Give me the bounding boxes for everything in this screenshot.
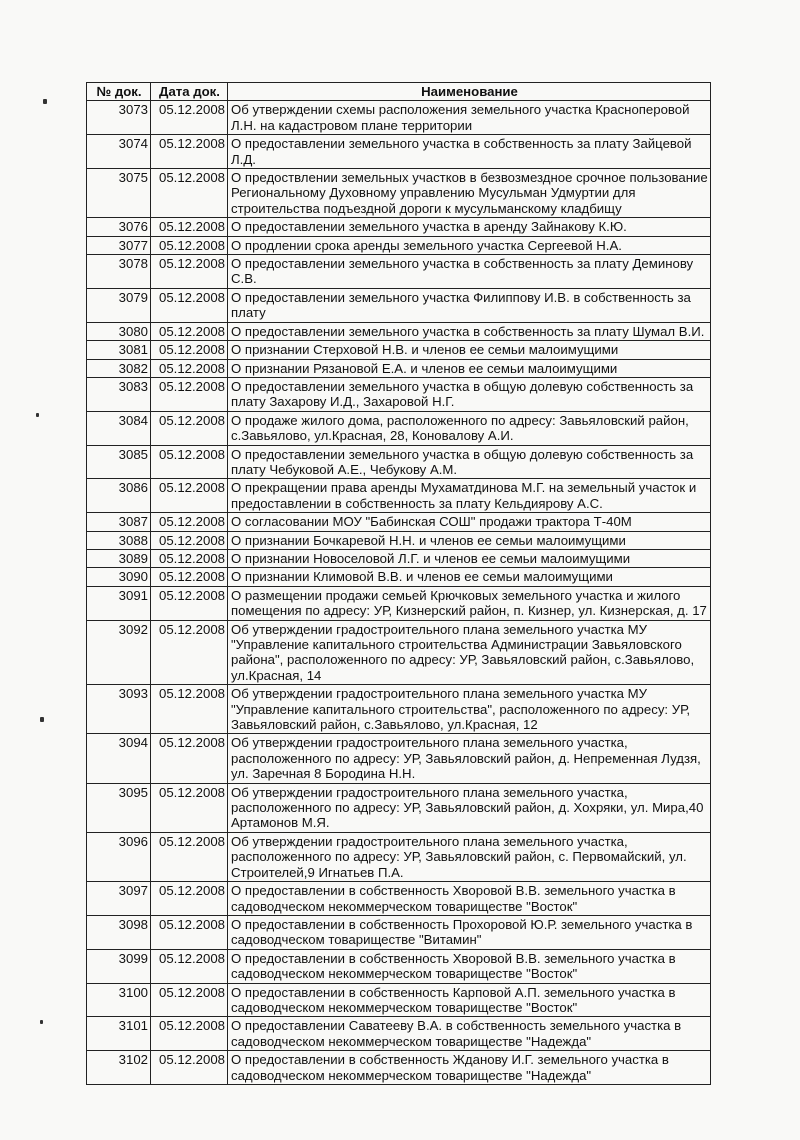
doc-number-cell: 3101 bbox=[87, 1017, 151, 1051]
table-row bbox=[87, 341, 711, 359]
doc-name-cell: Об утверждении градостроительного плана земельного участка, расположенного по адресу: УР, Завьяловский район, д. Хохряки, ул. Мира,40 Артамонов М.Я. bbox=[228, 783, 711, 832]
doc-date-cell: 05.12.2008 bbox=[151, 620, 228, 685]
doc-number-cell: 3076 bbox=[87, 218, 151, 236]
doc-date-cell: 05.12.2008 bbox=[151, 341, 228, 359]
table-row bbox=[87, 1051, 711, 1085]
table-row bbox=[87, 568, 711, 586]
doc-date-cell: 05.12.2008 bbox=[151, 1017, 228, 1051]
table-row bbox=[87, 620, 711, 685]
doc-number-cell: 3092 bbox=[87, 620, 151, 685]
doc-name-cell: О признании Рязановой Е.А. и членов ее семьи малоимущими bbox=[228, 359, 711, 377]
doc-date-cell: 05.12.2008 bbox=[151, 513, 228, 531]
doc-number-cell: 3099 bbox=[87, 949, 151, 983]
table-row bbox=[87, 218, 711, 236]
table-row bbox=[87, 135, 711, 169]
doc-name-cell: О предоставлении земельного участка в собственность за плату Шумал В.И. bbox=[228, 322, 711, 340]
scan-speck bbox=[36, 413, 39, 417]
doc-number-cell: 3082 bbox=[87, 359, 151, 377]
table-row bbox=[87, 445, 711, 479]
table-row bbox=[87, 101, 711, 135]
doc-date-cell: 05.12.2008 bbox=[151, 377, 228, 411]
doc-number-cell: 3081 bbox=[87, 341, 151, 359]
doc-number-cell: 3095 bbox=[87, 783, 151, 832]
doc-name-cell: Об утверждении градостроительного плана земельного участка, расположенного по адресу: УР, Завьяловский район, с. Первомайский, ул. Строителей,9 Игнатьев П.А. bbox=[228, 832, 711, 881]
header-name: Наименование bbox=[228, 83, 711, 101]
doc-number-cell: 3084 bbox=[87, 411, 151, 445]
doc-date-cell: 05.12.2008 bbox=[151, 169, 228, 218]
doc-number-cell: 3091 bbox=[87, 586, 151, 620]
doc-date-cell: 05.12.2008 bbox=[151, 549, 228, 567]
table-row bbox=[87, 531, 711, 549]
doc-number-cell: 3089 bbox=[87, 549, 151, 567]
doc-number-cell: 3097 bbox=[87, 882, 151, 916]
table-header-row bbox=[87, 83, 711, 101]
doc-number-cell: 3074 bbox=[87, 135, 151, 169]
doc-number-cell: 3087 bbox=[87, 513, 151, 531]
doc-date-cell: 05.12.2008 bbox=[151, 135, 228, 169]
doc-date-cell: 05.12.2008 bbox=[151, 531, 228, 549]
doc-name-cell: О предоставлении земельного участка в аренду Зайнакову К.Ю. bbox=[228, 218, 711, 236]
header-number: № док. bbox=[87, 83, 151, 101]
doc-date-cell: 05.12.2008 bbox=[151, 255, 228, 289]
doc-date-cell: 05.12.2008 bbox=[151, 783, 228, 832]
doc-number-cell: 3098 bbox=[87, 915, 151, 949]
doc-name-cell: О предоставлении земельного участка в общую долевую собственность за плату Чебуковой А.Е., Чебукову А.М. bbox=[228, 445, 711, 479]
doc-number-cell: 3073 bbox=[87, 101, 151, 135]
doc-date-cell: 05.12.2008 bbox=[151, 882, 228, 916]
doc-number-cell: 3096 bbox=[87, 832, 151, 881]
doc-date-cell: 05.12.2008 bbox=[151, 832, 228, 881]
doc-name-cell: О признании Бочкаревой Н.Н. и членов ее семьи малоимущими bbox=[228, 531, 711, 549]
doc-date-cell: 05.12.2008 bbox=[151, 101, 228, 135]
table-row bbox=[87, 169, 711, 218]
scan-speck bbox=[40, 1020, 43, 1024]
doc-date-cell: 05.12.2008 bbox=[151, 568, 228, 586]
doc-name-cell: О предоставлении Саватееву В.А. в собственность земельного участка в садоводческом некоммерческом товариществе "Надежда" bbox=[228, 1017, 711, 1051]
documents-table bbox=[86, 82, 711, 1085]
doc-date-cell: 05.12.2008 bbox=[151, 322, 228, 340]
doc-name-cell: О предоставлении в собственность Хворовой В.В. земельного участка в садоводческом некоммерческом товариществе "Восток" bbox=[228, 882, 711, 916]
doc-number-cell: 3090 bbox=[87, 568, 151, 586]
table-row bbox=[87, 236, 711, 254]
doc-name-cell: О предоставлении земельного участка в общую долевую собственность за плату Захарову И.Д., Захаровой Н.Г. bbox=[228, 377, 711, 411]
doc-date-cell: 05.12.2008 bbox=[151, 734, 228, 783]
doc-date-cell: 05.12.2008 bbox=[151, 288, 228, 322]
doc-date-cell: 05.12.2008 bbox=[151, 983, 228, 1017]
table-row bbox=[87, 322, 711, 340]
doc-name-cell: О предоставлении в собственность Жданову И.Г. земельного участка в садоводческом некоммерческом товариществе "Надежда" bbox=[228, 1051, 711, 1085]
doc-name-cell: Об утверждении градостроительного плана земельного участка МУ "Управление капитального строительства", расположенного по адресу: УР, Завьяловский район, с.Завьялово, ул.Красная, 12 bbox=[228, 685, 711, 734]
doc-date-cell: 05.12.2008 bbox=[151, 915, 228, 949]
doc-name-cell: О прекращении права аренды Мухаматдинова М.Г. на земельный участок и предоставлении в собственность за плату Кельдиярову А.С. bbox=[228, 479, 711, 513]
table-row bbox=[87, 783, 711, 832]
doc-number-cell: 3078 bbox=[87, 255, 151, 289]
scan-speck bbox=[43, 99, 47, 104]
doc-name-cell: О предоставлении в собственность Карповой А.П. земельного участка в садоводческом некоммерческом товариществе "Восток" bbox=[228, 983, 711, 1017]
doc-date-cell: 05.12.2008 bbox=[151, 218, 228, 236]
doc-number-cell: 3102 bbox=[87, 1051, 151, 1085]
table-row bbox=[87, 949, 711, 983]
doc-date-cell: 05.12.2008 bbox=[151, 411, 228, 445]
doc-name-cell: О предоставлении земельного участка в собственность за плату Зайцевой Л.Д. bbox=[228, 135, 711, 169]
doc-name-cell: О признании Новоселовой Л.Г. и членов ее семьи малоимущими bbox=[228, 549, 711, 567]
table-row bbox=[87, 288, 711, 322]
doc-name-cell: О размещении продажи семьей Крючковых земельного участка и жилого помещения по адресу: УР, Кизнерский район, п. Кизнер, ул. Кизнерская, д. 17 bbox=[228, 586, 711, 620]
doc-number-cell: 3077 bbox=[87, 236, 151, 254]
doc-date-cell: 05.12.2008 bbox=[151, 586, 228, 620]
table-row bbox=[87, 734, 711, 783]
doc-number-cell: 3075 bbox=[87, 169, 151, 218]
table-body bbox=[87, 101, 711, 1085]
table-row bbox=[87, 915, 711, 949]
doc-date-cell: 05.12.2008 bbox=[151, 1051, 228, 1085]
doc-name-cell: О продлении срока аренды земельного участка Сергеевой Н.А. bbox=[228, 236, 711, 254]
doc-name-cell: О согласовании МОУ "Бабинская СОШ" продажи трактора Т-40М bbox=[228, 513, 711, 531]
doc-date-cell: 05.12.2008 bbox=[151, 949, 228, 983]
scan-speck bbox=[40, 717, 44, 722]
doc-number-cell: 3088 bbox=[87, 531, 151, 549]
doc-number-cell: 3086 bbox=[87, 479, 151, 513]
doc-date-cell: 05.12.2008 bbox=[151, 445, 228, 479]
table-row bbox=[87, 882, 711, 916]
doc-name-cell: О предоствлении земельных участков в безвозмездное срочное пользование Региональному Духовному управлению Мусульман Удмуртии для строительства подъездной дороги к мусульманскому кладбищу bbox=[228, 169, 711, 218]
doc-number-cell: 3080 bbox=[87, 322, 151, 340]
doc-date-cell: 05.12.2008 bbox=[151, 359, 228, 377]
table-row bbox=[87, 513, 711, 531]
table-row bbox=[87, 586, 711, 620]
doc-name-cell: Об утверждении градостроительного плана земельного участка, расположенного по адресу: УР, Завьяловский район, д. Непременная Лудзя, ул. Заречная 8 Бородина Н.Н. bbox=[228, 734, 711, 783]
table-row bbox=[87, 411, 711, 445]
table-row bbox=[87, 983, 711, 1017]
doc-name-cell: О предоставлении земельного участка в собственность за плату Деминову С.В. bbox=[228, 255, 711, 289]
header-date: Дата док. bbox=[151, 83, 228, 101]
table-row bbox=[87, 479, 711, 513]
doc-number-cell: 3100 bbox=[87, 983, 151, 1017]
doc-number-cell: 3079 bbox=[87, 288, 151, 322]
doc-name-cell: Об утверждении градостроительного плана земельного участка МУ "Управление капитального строительства Администрации Завьяловского района", расположенного по адресу: УР, Завьяловский район, с.Завьялово, ул.Красная, 14 bbox=[228, 620, 711, 685]
doc-number-cell: 3093 bbox=[87, 685, 151, 734]
doc-number-cell: 3094 bbox=[87, 734, 151, 783]
doc-name-cell: О предоставлении в собственность Прохоровой Ю.Р. земельного участка в садоводческом товариществе "Витамин" bbox=[228, 915, 711, 949]
doc-name-cell: Об утверждении схемы расположения земельного участка Красноперовой Л.Н. на кадастровом плане территории bbox=[228, 101, 711, 135]
doc-name-cell: О предоставлении в собственность Хворовой В.В. земельного участка в садоводческом некоммерческом товариществе "Восток" bbox=[228, 949, 711, 983]
doc-date-cell: 05.12.2008 bbox=[151, 236, 228, 254]
doc-number-cell: 3085 bbox=[87, 445, 151, 479]
doc-name-cell: О признании Стерховой Н.В. и членов ее семьи малоимущими bbox=[228, 341, 711, 359]
table-row bbox=[87, 549, 711, 567]
doc-name-cell: О признании Климовой В.В. и членов ее семьи малоимущими bbox=[228, 568, 711, 586]
table-row bbox=[87, 255, 711, 289]
doc-number-cell: 3083 bbox=[87, 377, 151, 411]
table-row bbox=[87, 359, 711, 377]
table-row bbox=[87, 377, 711, 411]
doc-name-cell: О предоставлении земельного участка Филиппову И.В. в собственность за плату bbox=[228, 288, 711, 322]
table-row bbox=[87, 832, 711, 881]
table-row bbox=[87, 685, 711, 734]
doc-name-cell: О продаже жилого дома, расположенного по адресу: Завьяловский район, с.Завьялово, ул.Красная, 28, Коновалову А.И. bbox=[228, 411, 711, 445]
doc-date-cell: 05.12.2008 bbox=[151, 479, 228, 513]
doc-date-cell: 05.12.2008 bbox=[151, 685, 228, 734]
table-row bbox=[87, 1017, 711, 1051]
